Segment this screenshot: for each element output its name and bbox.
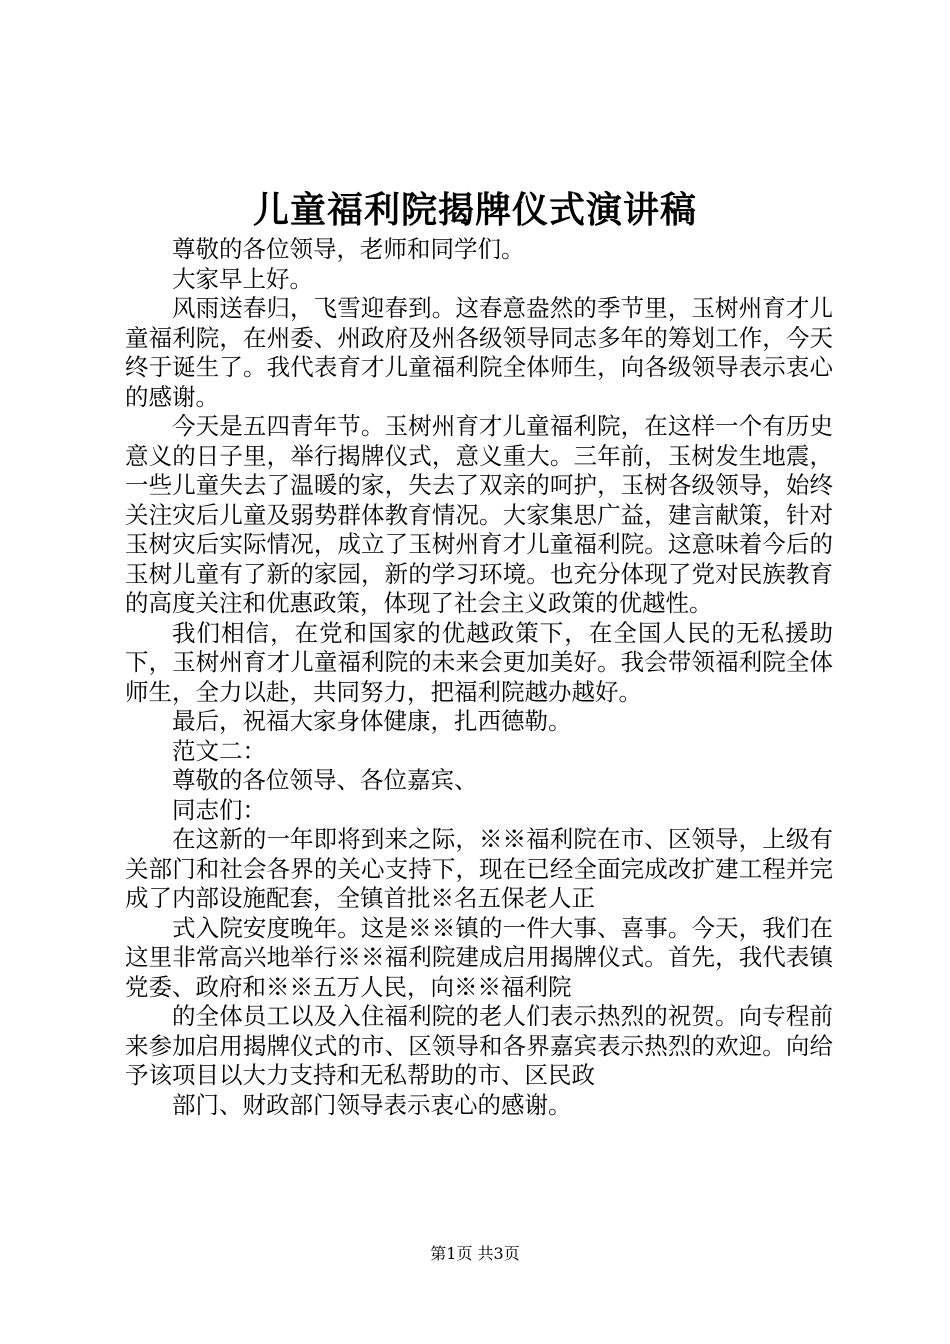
paragraph-sample-two-heading: 范文二： [172, 736, 266, 765]
paragraph-sample-two-greeting: 尊敬的各位领导、各位嘉宾、 [172, 766, 478, 794]
paragraph-closing: 最后，祝福大家身体健康，扎西德勒。 [172, 707, 572, 735]
paragraph-youth-day: 今天是五四青年节。玉树州育才儿童福利院，在这样一个有历史意义的日子里，举行揭牌仪式，意义重大。三年前，玉树发生地震，一些儿童失去了温暖的家，失去了双亲的呵护，玉树各级领导，始终关注灾后儿童及弱势群体教育情况。大家集思广益，建言献策，针对玉树灾后实际情况，成立了玉树州育才儿童福利院。这意味着今后的玉树儿童有了新的家园，新的学习环境。也充分体现了党对民族教育的高度关注和优惠政策，体现了社会主义政策的优越性。 [125, 412, 833, 617]
paragraph-new-year: 在这新的一年即将到来之际，※※福利院在市、区领导，上级有关部门和社会各界的关心支持下，现在已经全面完成改扩建工程并完成了内部设施配套，全镇首批※名五保老人正 [125, 825, 833, 912]
paragraph-spring: 风雨送春归，飞雪迎春到。这春意盎然的季节里，玉树州育才儿童福利院，在州委、州政府及州各级领导同志多年的筹划工作，今天终于诞生了。我代表育才儿童福利院全体师生，向各级领导表示衷心的感谢。 [125, 294, 833, 411]
paragraph-good-morning: 大家早上好。 [172, 264, 313, 293]
paragraph-greeting: 尊敬的各位领导，老师和同学们。 [172, 235, 525, 263]
document-body [125, 235, 833, 1120]
paragraph-congratulations: 的全体员工以及入住福利院的老人们表示热烈的祝贺。向专程前来参加启用揭牌仪式的市、区领导和各界嘉宾表示热烈的欢迎。向给予该项目以大力支持和无私帮助的市、区民政 [125, 1002, 833, 1089]
paragraph-thanks: 部门、财政部门领导表示衷心的感谢。 [172, 1090, 572, 1119]
document-title: 儿童福利院揭牌仪式演讲稿 [252, 189, 697, 231]
paragraph-ceremony: 式入院安度晚年。这是※※镇的一件大事、喜事。今天，我们在这里非常高兴地举行※※福利院建成启用揭牌仪式。首先，我代表镇党委、政府和※※五万人民，向※※福利院 [125, 913, 833, 1001]
page-footer: 第1页 共3页 [430, 1244, 520, 1263]
paragraph-belief: 我们相信，在党和国家的优越政策下，在全国人民的无私援助下，玉树州育才儿童福利院的未来会更加美好。我会带领福利院全体师生，全力以赴，共同努力，把福利院越办越好。 [125, 618, 833, 706]
paragraph-comrades: 同志们： [172, 795, 266, 824]
